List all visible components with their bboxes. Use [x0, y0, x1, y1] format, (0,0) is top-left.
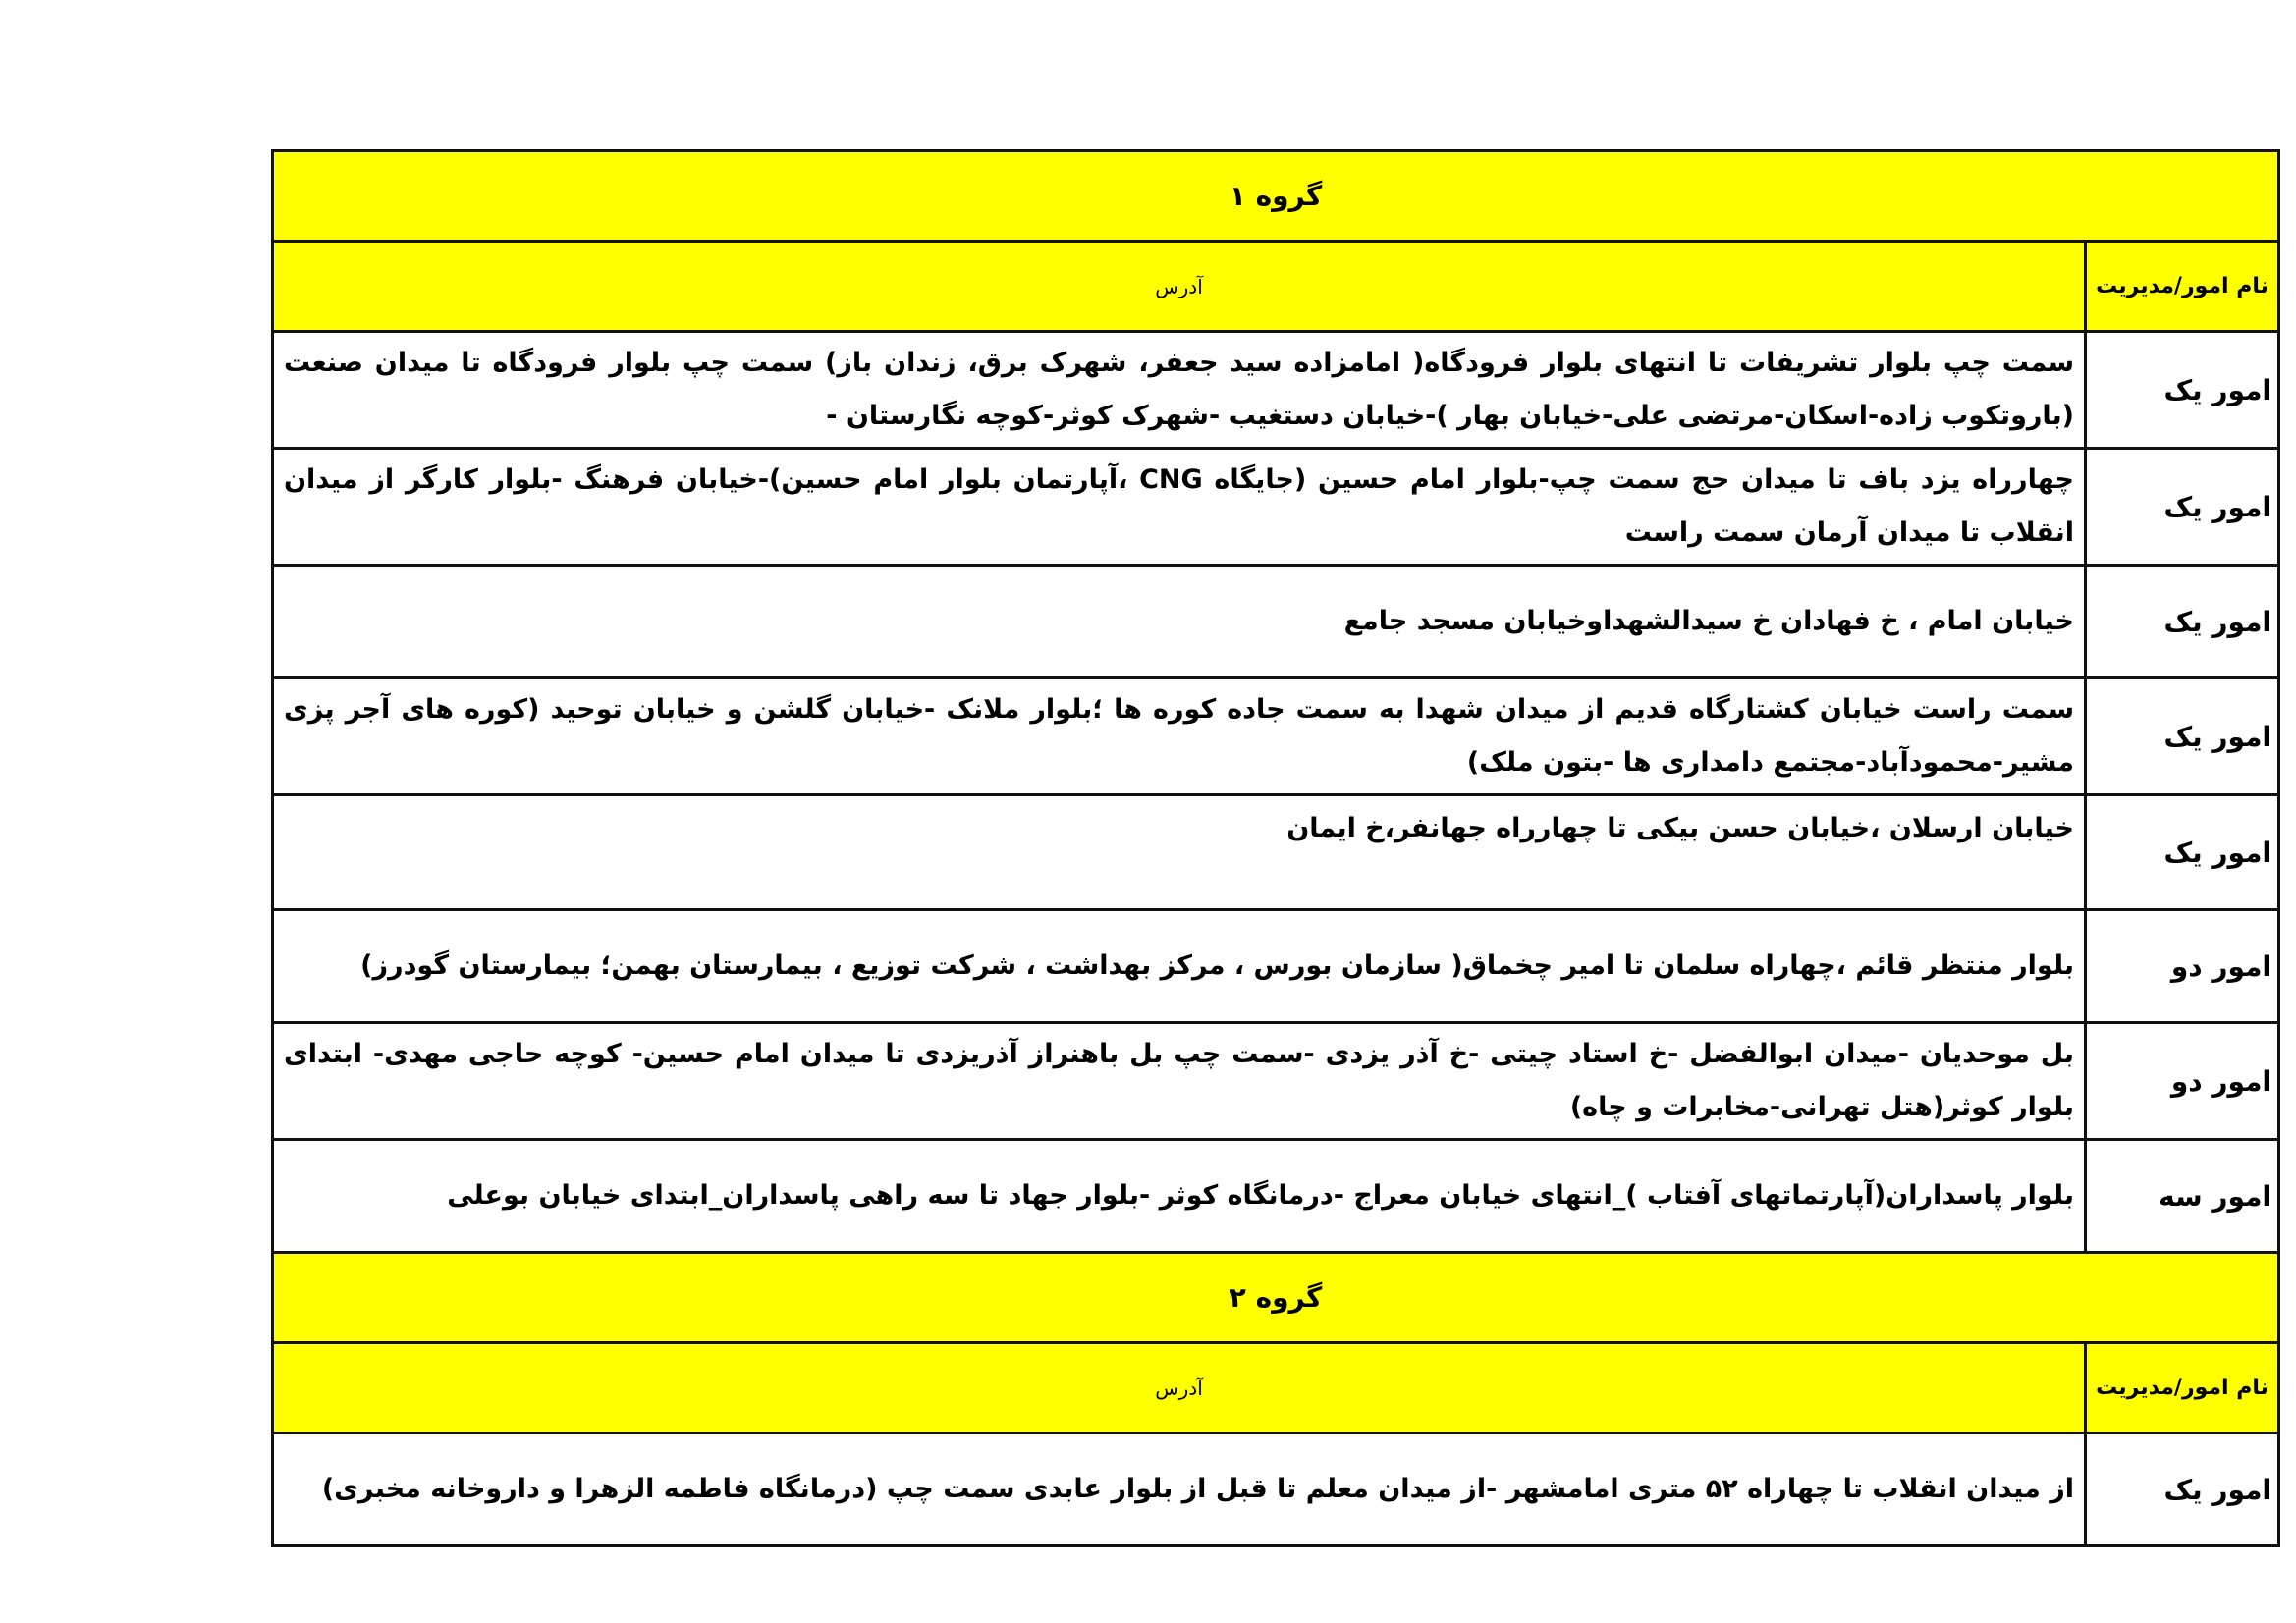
row-name: امور دو: [2086, 1023, 2279, 1140]
row-name: امور یک: [2086, 332, 2279, 449]
table-row: [273, 910, 2279, 1023]
row-name: امور سه: [2086, 1140, 2279, 1253]
row-address: چهارراه یزد باف تا میدان حج سمت چپ-بلوار امام حسین (جایگاه CNG ،آپارتمان بلوار امام حسین)-خیابان فرهنگ -بلوار کارگر از میدان انقلاب تا میدان آرمان سمت راست: [284, 464, 2075, 548]
row-name: امور یک: [2086, 1434, 2279, 1546]
row-address: بلوار پاسداران(آپارتماتهای آفتاب )_انتهای خیابان معراج -درمانگاه کوثر -بلوار جهاد تا سه راهی پاسداران_ابتدای خیابان بوعلی: [447, 1180, 2075, 1211]
column-header-row: [273, 242, 2279, 332]
table-row: [273, 449, 2279, 566]
group-title: گروه ۱: [273, 151, 2279, 242]
column-header-row: [273, 1343, 2279, 1434]
header-name: نام امور/مدیریت: [2086, 242, 2279, 332]
row-name: امور یک: [2086, 566, 2279, 678]
row-address: خیابان ارسلان ،خیابان حسن بیکی تا چهارراه جهانفر،خ ایمان: [1286, 813, 2075, 843]
group-title-row: [273, 151, 2279, 242]
header-address: آدرس: [273, 242, 2086, 332]
row-address: خیابان امام ، خ فهادان خ سیدالشهداوخیابان مسجد جامع: [1343, 606, 2075, 636]
outage-schedule-table: [271, 149, 2280, 1547]
header-address: آدرس: [273, 1343, 2086, 1434]
group-title: گروه ۲: [273, 1253, 2279, 1343]
table-row: [273, 1140, 2279, 1253]
row-name: امور یک: [2086, 449, 2279, 566]
row-address: از میدان انقلاب تا چهاراه ۵۲ متری امامشهر -از میدان معلم تا قبل از بلوار عابدی سمت چپ (درمانگاه فاطمه الزهرا و داروخانه مخبری): [321, 1474, 2075, 1504]
row-name: امور یک: [2086, 678, 2279, 795]
row-address: بلوار منتظر قائم ،چهاراه سلمان تا امیر چخماق( سازمان بورس ، مرکز بهداشت ، شرکت توزیع ، بیمارستان بهمن؛ بیمارستان گودرز): [360, 950, 2075, 981]
table-row: [273, 332, 2279, 449]
group-title-row: [273, 1253, 2279, 1343]
header-name: نام امور/مدیریت: [2086, 1343, 2279, 1434]
table-row: [273, 1023, 2279, 1140]
row-name: امور یک: [2086, 795, 2279, 910]
table-row: [273, 1434, 2279, 1546]
row-address: سمت راست خیابان کشتارگاه قدیم از میدان شهدا به سمت جاده کوره ها ؛بلوار ملانک -خیابان گلشن و خیابان توحید (کوره های آجر پزی مشیر-محمودآباد-مجتمع دامداری ها -بتون ملک): [284, 694, 2075, 778]
table-row: [273, 678, 2279, 795]
row-name: امور دو: [2086, 910, 2279, 1023]
row-address: سمت چپ بلوار تشریفات تا انتهای بلوار فرودگاه( امامزاده سید جعفر، شهرک برق، زندان باز) سمت چپ بلوار فرودگاه تا میدان صنعت (باروتکوب زاده-اسکان-مرتضی علی-خیابان بهار )-خیابان دستغیب -شهرک کوثر-کوچه نگارستان -: [284, 348, 2075, 431]
table-row: [273, 795, 2279, 910]
row-address: بل موحدیان -میدان ابوالفضل -خ استاد چیتی -خ آذر یزدی -سمت چپ بل باهنراز آذریزدی تا میدان امام حسین- کوچه حاجی مهدی- ابتدای بلوار کوثر(هتل تهرانی-مخابرات و چاه): [284, 1039, 2075, 1122]
table-row: [273, 566, 2279, 678]
